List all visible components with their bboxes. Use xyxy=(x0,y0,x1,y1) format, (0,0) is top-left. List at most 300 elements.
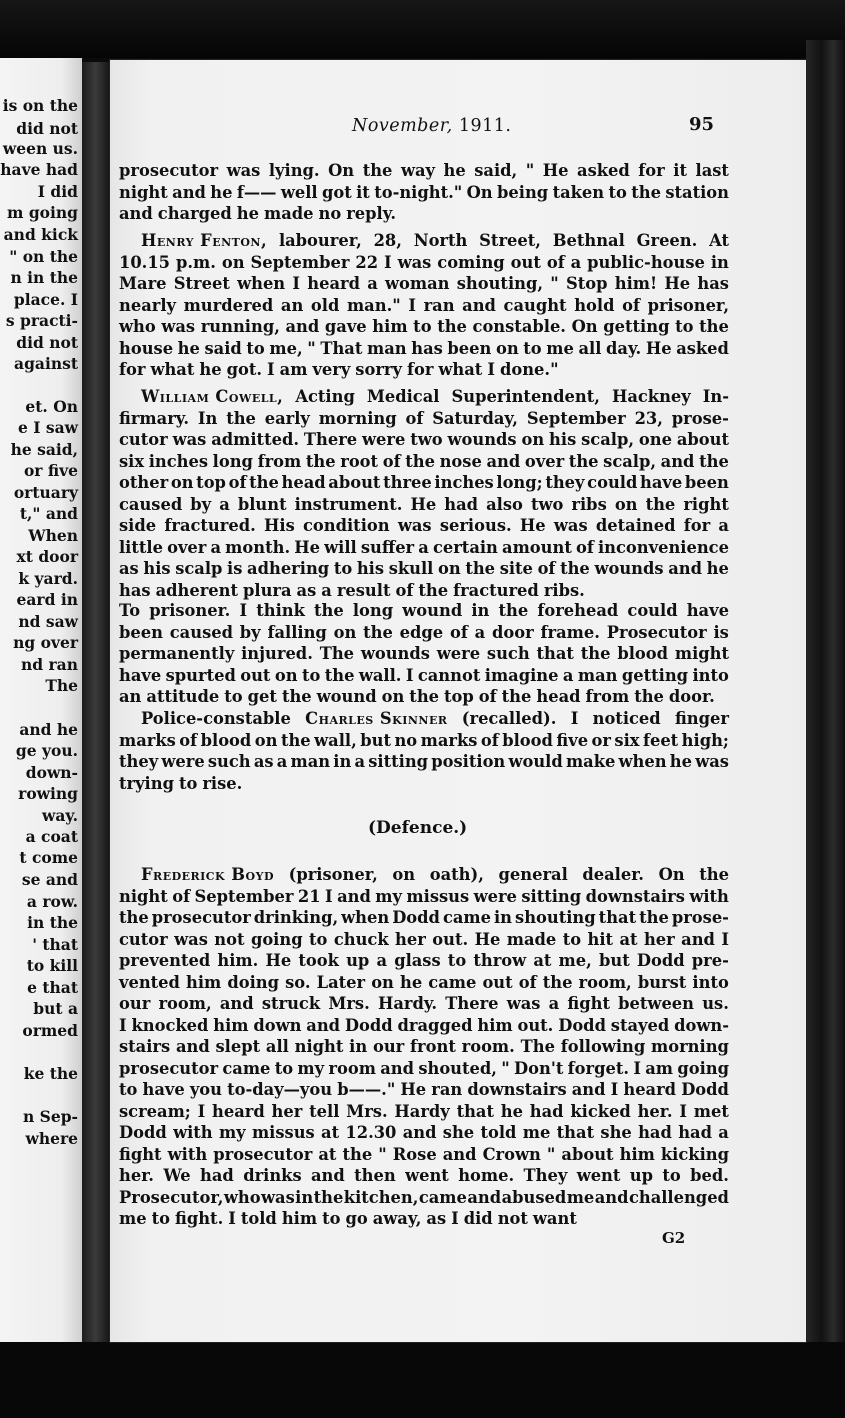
word: said xyxy=(204,338,242,358)
word: to xyxy=(151,1209,170,1228)
word: long xyxy=(212,451,253,471)
word: such xyxy=(207,752,251,771)
word: got xyxy=(321,182,352,202)
word: month. xyxy=(225,537,291,557)
facing-page-line: se and xyxy=(21,870,78,889)
word: were xyxy=(473,886,517,906)
word: Medical xyxy=(366,387,440,406)
word: they xyxy=(119,752,159,771)
word: feet xyxy=(642,730,679,750)
header-year: 1911. xyxy=(458,116,512,136)
word: was xyxy=(695,752,729,771)
word: 21 xyxy=(297,886,321,906)
word: when xyxy=(618,752,667,771)
word: that xyxy=(536,644,574,663)
word: away, xyxy=(372,1209,422,1228)
word: permanently xyxy=(119,644,235,663)
word: " xyxy=(525,161,535,180)
word: fractured. xyxy=(164,516,256,535)
word: Mrs. xyxy=(346,1101,388,1121)
word: his xyxy=(356,559,385,578)
word: scream; xyxy=(119,1101,191,1121)
word: sitting xyxy=(521,886,582,906)
facing-page-line: k yard. xyxy=(18,569,78,588)
word: on xyxy=(381,687,405,706)
word: down xyxy=(253,1015,302,1035)
word: and xyxy=(681,929,715,949)
word: who xyxy=(223,1187,261,1207)
word: day. xyxy=(606,338,642,358)
word: been xyxy=(447,338,492,358)
word: ran xyxy=(431,1080,463,1099)
word: and xyxy=(172,182,206,202)
word: of xyxy=(478,687,497,706)
word: taken xyxy=(552,182,605,202)
word: September xyxy=(194,886,294,906)
word: an xyxy=(119,687,142,706)
word: and xyxy=(175,1037,210,1056)
word: lying. xyxy=(268,161,320,180)
facing-page-line: and kick xyxy=(3,225,78,244)
word: He xyxy=(400,1080,427,1099)
word: Dodd xyxy=(558,1015,606,1035)
facing-page-line: n Sep- xyxy=(23,1107,78,1126)
word: vented xyxy=(119,972,180,992)
word: finger xyxy=(674,709,729,728)
word: over xyxy=(167,537,207,557)
word: her xyxy=(271,1101,303,1121)
word: the xyxy=(699,865,729,884)
word: nearly xyxy=(119,295,176,315)
word: could xyxy=(627,601,678,620)
word: I xyxy=(384,252,392,272)
word: made xyxy=(506,929,557,949)
word: Saturday, xyxy=(432,408,518,428)
word: to-night." xyxy=(374,182,463,202)
word: he xyxy=(500,1101,523,1121)
word: my xyxy=(375,886,402,906)
word: murdered xyxy=(183,295,274,315)
word: Mrs. xyxy=(328,994,370,1013)
word: To xyxy=(119,601,141,620)
word: he xyxy=(177,338,200,358)
word: At xyxy=(709,231,729,250)
word: Dodd xyxy=(344,1015,393,1035)
word: house xyxy=(119,338,174,358)
word: to xyxy=(301,665,321,685)
word: I xyxy=(610,1080,619,1099)
word: or xyxy=(591,730,611,750)
word: " xyxy=(378,1144,387,1164)
word: cutor xyxy=(119,430,168,449)
film-bottom-border xyxy=(0,1342,845,1418)
word: of xyxy=(395,580,414,600)
word: to xyxy=(523,338,542,358)
word: him xyxy=(213,1015,249,1035)
word: between xyxy=(618,994,695,1013)
word: a xyxy=(718,1123,729,1142)
word: injured. xyxy=(241,644,313,663)
word: had xyxy=(678,1123,712,1142)
word: into xyxy=(692,972,729,992)
word: forget. xyxy=(567,1058,630,1078)
word: fight. xyxy=(174,1209,224,1228)
word: morning xyxy=(651,1037,729,1056)
word: North xyxy=(413,231,468,250)
word: he xyxy=(443,161,466,180)
word: six xyxy=(614,730,640,750)
text-line xyxy=(119,665,729,687)
word: He xyxy=(519,516,546,535)
word: of xyxy=(622,295,640,315)
word: I xyxy=(408,295,416,315)
word: Acting xyxy=(295,387,355,406)
word: done." xyxy=(499,360,559,379)
word: two xyxy=(530,494,564,514)
word: prosecutor xyxy=(119,161,219,180)
word: the xyxy=(342,1144,373,1164)
facing-page xyxy=(0,58,82,1348)
word: the xyxy=(226,408,256,428)
word: not xyxy=(497,1209,528,1228)
word: following xyxy=(560,1037,646,1056)
word: going xyxy=(250,929,303,949)
word: rise. xyxy=(202,773,243,793)
word: high; xyxy=(681,730,729,750)
word: Rose xyxy=(392,1144,437,1164)
word: falling xyxy=(267,622,327,642)
text-line xyxy=(119,273,729,295)
word: " xyxy=(501,1058,510,1078)
facing-page-line: xt door xyxy=(16,547,78,566)
word: In xyxy=(197,408,218,428)
word: public-house xyxy=(587,252,705,272)
word: on xyxy=(254,730,278,750)
word: his xyxy=(549,430,577,449)
word: 12.30 xyxy=(345,1123,397,1142)
word: p.m. xyxy=(175,252,216,272)
word: a xyxy=(562,665,574,685)
witness-title: Police-constable xyxy=(141,709,291,728)
word: all xyxy=(265,1037,289,1056)
word: at xyxy=(619,929,638,949)
word: might xyxy=(674,644,729,663)
word: said, xyxy=(474,161,518,180)
word: 28, xyxy=(373,231,402,250)
word: and xyxy=(285,317,320,336)
facing-page-line: place. I xyxy=(13,290,78,309)
word: him xyxy=(372,317,408,336)
text-line xyxy=(119,359,729,381)
word: of xyxy=(518,972,537,992)
word: There xyxy=(303,430,358,449)
word: a xyxy=(354,752,366,771)
word: Dodd xyxy=(392,908,440,927)
word: and xyxy=(660,451,695,471)
witness-name: William Cowell, xyxy=(141,387,284,406)
word: hold xyxy=(574,295,615,315)
facing-page-line: ' that xyxy=(32,935,78,954)
word: the xyxy=(498,601,529,620)
word: September xyxy=(250,252,350,272)
word: edge xyxy=(399,622,444,642)
facing-page-line: have had xyxy=(0,160,78,179)
word: amount xyxy=(502,537,572,557)
word: ribs xyxy=(571,494,607,514)
word: cutor xyxy=(119,929,168,949)
word: scalp, xyxy=(603,451,657,471)
text-line xyxy=(119,886,729,908)
word: the xyxy=(362,161,393,180)
word: up xyxy=(629,1166,654,1185)
word: wounds xyxy=(447,430,517,449)
word: Superintendent, xyxy=(451,387,600,406)
word: instrument. xyxy=(294,494,403,514)
word: nose xyxy=(439,451,482,471)
word: was xyxy=(397,252,432,272)
word: Street xyxy=(173,274,230,293)
word: general xyxy=(498,865,568,884)
word: and xyxy=(311,1166,345,1185)
text-line xyxy=(119,580,729,602)
word: shouting xyxy=(515,908,596,927)
text-line xyxy=(119,622,729,644)
word: at xyxy=(533,951,552,970)
facing-page-line: e that xyxy=(27,978,78,997)
word: and xyxy=(402,1123,437,1142)
word: pre- xyxy=(691,951,729,970)
film-right-border xyxy=(806,40,845,1418)
text-line xyxy=(119,751,729,773)
text-line xyxy=(119,408,729,430)
word: a xyxy=(418,537,429,557)
word: morning xyxy=(318,408,397,428)
word: and xyxy=(306,1015,341,1035)
word: would xyxy=(508,752,563,771)
word: Later xyxy=(316,972,366,992)
word: what xyxy=(150,360,195,379)
word: as xyxy=(296,580,317,600)
word: about xyxy=(676,430,729,449)
signature-mark: G2 xyxy=(662,1229,686,1247)
word: (prisoner, xyxy=(288,865,378,884)
word: home. xyxy=(458,1166,515,1185)
word: man xyxy=(290,752,331,771)
word: who xyxy=(119,317,156,336)
word: Street, xyxy=(479,231,541,250)
text-line xyxy=(119,686,729,708)
word: scalp xyxy=(175,559,223,578)
word: little xyxy=(119,537,163,557)
word: about xyxy=(561,1144,614,1164)
word: and xyxy=(668,559,702,578)
word: heard xyxy=(212,1101,265,1121)
word: reply. xyxy=(346,204,396,223)
word: He xyxy=(410,494,437,514)
word: as xyxy=(426,1209,447,1228)
word: as xyxy=(119,559,139,578)
word: have xyxy=(640,473,683,492)
word: wall, xyxy=(314,730,357,750)
word: she xyxy=(600,1123,632,1142)
facing-page-line: I did xyxy=(37,182,78,201)
word: doing xyxy=(227,972,280,992)
word: a xyxy=(376,951,388,970)
word: The xyxy=(319,644,355,663)
word: Stop xyxy=(565,274,608,293)
text-line xyxy=(119,537,729,559)
word: I xyxy=(570,709,579,728)
word: was xyxy=(506,994,541,1013)
word: to xyxy=(662,1166,681,1185)
word: me xyxy=(119,1209,147,1228)
word: down- xyxy=(674,1015,729,1035)
word: missus xyxy=(406,886,470,906)
text-line xyxy=(119,182,729,204)
text-line xyxy=(119,1036,729,1058)
word: burst xyxy=(637,972,687,992)
word: all xyxy=(578,338,602,358)
facing-page-line: s practi- xyxy=(5,311,78,330)
word: imagine xyxy=(484,665,559,685)
word: she xyxy=(442,1123,475,1142)
facing-page-line: ge you. xyxy=(15,741,78,760)
word: woman xyxy=(385,274,450,293)
text-line xyxy=(119,1079,729,1101)
word: Hackney xyxy=(611,387,691,406)
word: and xyxy=(442,1144,477,1164)
word: shouting, xyxy=(456,274,544,293)
word: man xyxy=(577,665,618,685)
word: 10.15 xyxy=(119,252,170,272)
word: when xyxy=(341,908,390,927)
text-line xyxy=(119,907,729,929)
word: marks xyxy=(420,730,478,750)
header-month: November, xyxy=(352,116,453,136)
word: abused xyxy=(501,1187,567,1207)
word: Green. xyxy=(636,231,698,250)
word: the xyxy=(280,730,311,750)
word: dealer. xyxy=(582,865,644,884)
word: is xyxy=(713,622,729,642)
word: and xyxy=(380,1058,415,1078)
word: and xyxy=(467,1187,502,1207)
word: he xyxy=(706,559,729,578)
word: two xyxy=(410,430,443,449)
word: been xyxy=(119,622,163,642)
word: getting xyxy=(621,665,689,685)
word: asked xyxy=(577,161,630,180)
facing-page-line: rowing xyxy=(18,784,78,803)
facing-page-line: or five xyxy=(23,461,78,480)
text-line xyxy=(119,252,729,274)
word: He xyxy=(542,161,569,180)
word: downstairs xyxy=(585,886,685,906)
word: old xyxy=(310,295,340,315)
word: he xyxy=(210,182,233,202)
word: Prosecutor xyxy=(606,622,707,642)
word: out. xyxy=(432,929,469,949)
text-line xyxy=(119,558,729,580)
word: last xyxy=(695,161,729,180)
word: us. xyxy=(702,994,729,1013)
word: stairs xyxy=(119,1037,171,1056)
word: to xyxy=(178,773,198,793)
word: on xyxy=(437,559,461,578)
word: was xyxy=(172,430,207,449)
word: were xyxy=(161,752,205,771)
facing-page-line: et. On xyxy=(25,397,78,416)
word: challenged xyxy=(628,1187,729,1207)
word: I xyxy=(487,360,495,379)
word: and xyxy=(486,451,521,471)
running-head-date xyxy=(352,116,511,136)
word: the xyxy=(119,908,149,927)
word: make xyxy=(565,752,616,771)
word: on xyxy=(170,473,194,492)
word: man xyxy=(367,338,407,358)
text-line xyxy=(119,338,729,360)
word: at xyxy=(318,1144,337,1164)
word: and xyxy=(219,994,254,1013)
word: tell xyxy=(309,1101,340,1121)
word: getting xyxy=(603,317,670,336)
text-line xyxy=(119,773,729,795)
word: in xyxy=(333,752,352,771)
word: right xyxy=(683,494,729,514)
word: came xyxy=(222,1058,271,1078)
word: frame. xyxy=(540,622,600,642)
word: the xyxy=(560,559,590,578)
word: plura xyxy=(243,580,292,600)
word: wall. xyxy=(358,665,402,685)
word: three xyxy=(383,473,432,492)
text-line xyxy=(119,993,729,1015)
word: my xyxy=(297,1058,325,1078)
word: he xyxy=(399,972,423,992)
text-line xyxy=(141,708,729,730)
word: I xyxy=(405,665,414,685)
word: the xyxy=(639,908,669,927)
word: bed. xyxy=(690,1166,729,1185)
word: Prosecutor, xyxy=(119,1187,224,1207)
word: night xyxy=(294,1037,344,1056)
word: front xyxy=(410,1037,456,1056)
word: knocked xyxy=(131,1015,209,1035)
word: labourer, xyxy=(278,231,362,250)
word: On xyxy=(466,182,493,202)
word: told xyxy=(240,1209,277,1228)
text-line xyxy=(119,730,729,752)
word: have xyxy=(119,665,162,685)
word: not xyxy=(214,929,245,949)
word: Dodd xyxy=(636,951,685,970)
word: so. xyxy=(285,972,311,992)
word: struck xyxy=(261,994,321,1013)
word: to xyxy=(413,317,432,336)
word: a xyxy=(570,252,582,272)
facing-page-line: a row. xyxy=(26,892,78,911)
word: for xyxy=(683,516,711,535)
word: head xyxy=(536,687,581,706)
word: was xyxy=(161,317,196,336)
word: scalp, xyxy=(581,430,634,449)
word: on xyxy=(495,338,519,358)
text-line xyxy=(119,316,729,338)
word: The xyxy=(520,1037,555,1056)
word: Hardy xyxy=(394,1101,450,1121)
word: adhering xyxy=(247,559,330,578)
